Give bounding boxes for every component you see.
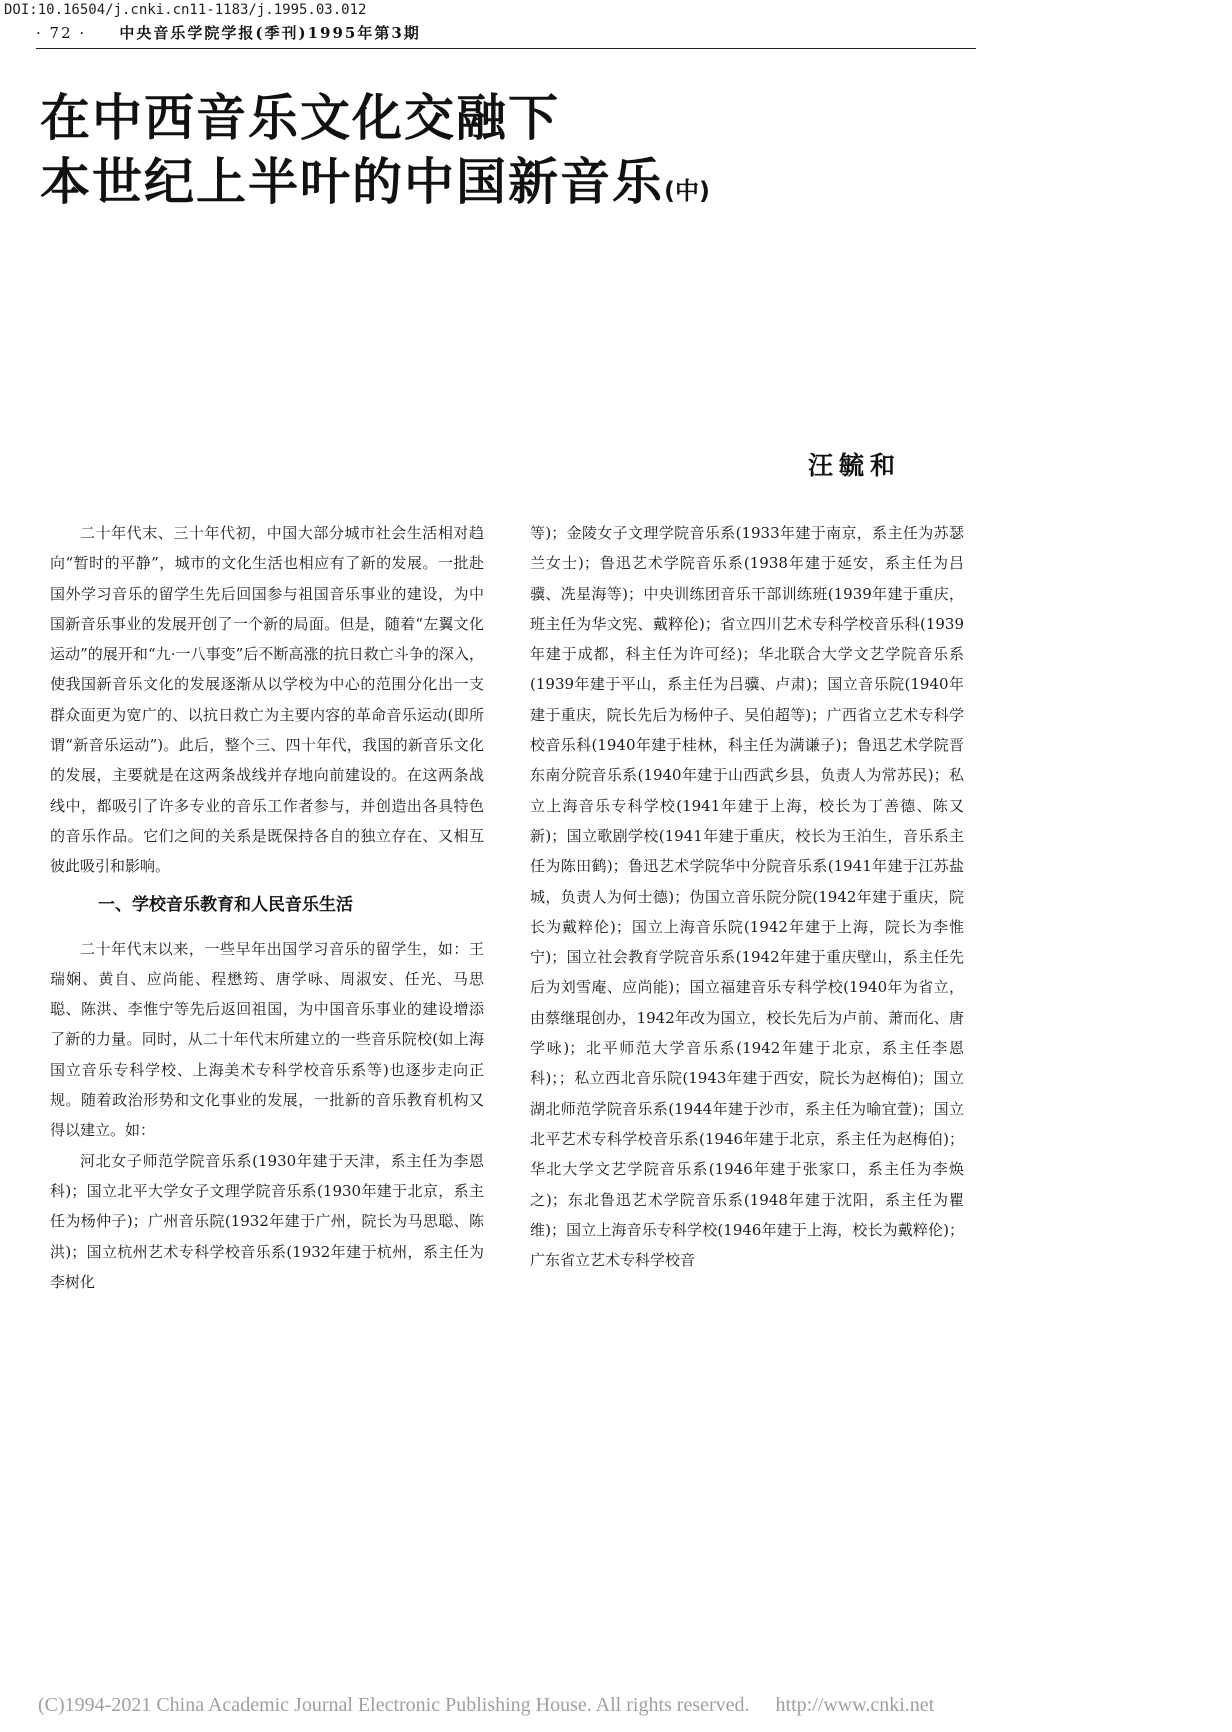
- title-line-1: 在中西音乐文化交融下: [40, 89, 560, 147]
- copyright-footer: [38, 1694, 934, 1717]
- title-line-2: 本世纪上半叶的中国新音乐: [40, 153, 664, 211]
- body-paragraph-2: 二十年代末以来，一些早年出国学习音乐的留学生，如：王瑞娴、黄自、应尚能、程懋筠、唐学咏、周淑安、任光、马思聪、陈洪、李惟宁等先后返回祖国，为中国音乐事业的建设增添了新的力量。同时，从二十年代末所建立的一些音乐院校(如上海国立音乐专科学校、上海美术专科学校音乐系等)也逐步走向正规。随着政治形势和文化事业的发展，一批新的音乐教育机构又得以建立。如：: [50, 939, 484, 1140]
- left-column: [50, 518, 484, 1297]
- author-name: 汪毓和: [808, 451, 902, 480]
- running-header: [36, 22, 421, 43]
- title-part-label: (中): [664, 177, 710, 205]
- copyright-text: (C)1994-2021 China Academic Journal Electronic Publishing House. All rights reserved.: [38, 1694, 750, 1716]
- header-rule: [36, 48, 976, 49]
- section-heading: 一、学校音乐教育和人民音乐生活: [98, 894, 353, 915]
- doi-label: DOI:10.16504/j.cnki.cn11-1183/j.1995.03.012: [4, 2, 367, 18]
- continued-paragraph: 等)；金陵女子文理学院音乐系(1933年建于南京，系主任为苏瑟兰女士)；鲁迅艺术学院音乐系(1938年建于延安，系主任为吕骥、冼星海等)；中央训练团音乐干部训练班(1939年建于重庆，班主任为华文宪、戴粹伦)；省立四川艺术专科学校音乐科(1939年建于成都，科主任为许可经)；华北联合大学文艺学院音乐系(1939年建于平山，系主任为吕骥、卢肃)；国立音乐院(1940年建于重庆，院长先后为杨仲子、吴伯超等)；广西省立艺术专科学校音乐科(1940年建于桂林，科主任为满谦子)；鲁迅艺术学院晋东南分院音乐系(1940年建于山西武乡县，负责人为常苏民)；私立上海音乐专科学校(1941年建于上海，校长为丁善德、陈又新)；国立歌剧学校(1941年建于重庆，校长为王泊生，音乐系主任为陈田鹤)；鲁迅艺术学院华中分院音乐系(1941年建于江苏盐城，负责人为何士德)；伪国立音乐院分院(1942年建于重庆，院长为戴粹伦)；国立上海音乐院(1942年建于上海，院长为李惟宁)；国立社会教育学院音乐系(1942年建于重庆壁山，系主任先后为刘雪庵、应尚能)；国立福建音乐专科学校(1940年为省立，由蔡继琨创办，1942年改为国立，校长先后为卢前、萧而化、唐学咏)；北平师范大学音乐系(1942年建于北京，系主任李恩科)；；私立西北音乐院(1943年建于西安，院长为赵梅伯)；国立湖北师范学院音乐系(1944年建于沙市，系主任为喻宜萱)；国立北平艺术专科学校音乐系(1946年建于北京，系主任为赵梅伯)；华北大学文艺学院音乐系(1946年建于张家口，系主任为李焕之)；东北鲁迅艺术学院音乐系(1948年建于沈阳，系主任为瞿维)；国立上海音乐专科学校(1946年建于上海，校长为戴粹伦)；广东省立艺术专科学校音: [530, 524, 964, 1270]
- intro-paragraph: 二十年代末、三十年代初，中国大部分城市社会生活相对趋向“暂时的平静”，城市的文化生活也相应有了新的发展。一批赴国外学习音乐的留学生先后回国参与祖国音乐事业的建设，为中国新音乐事业的发展开创了一个新的局面。但是，随着“左翼文化运动”的展开和“九·一八事变”后不断高涨的抗日救亡斗争的深入，使我国新音乐文化的发展逐渐从以学校为中心的范围分化出一支群众面更为宽广的、以抗日救亡为主要内容的革命音乐运动(即所谓“新音乐运动”)。此后，整个三、四十年代，我国的新音乐文化的发展，主要就是在这两条战线并存地向前建设的。在这两条战线中，都吸引了许多专业的音乐工作者参与，并创造出各具特色的音乐作品。它们之间的关系是既保持各自的独立存在、又相互彼此吸引和影响。: [50, 524, 484, 876]
- body-paragraph-3: 河北女子师范学院音乐系(1930年建于天津，系主任为李恩科)；国立北平大学女子文理学院音乐系(1930年建于北京，系主任为杨仲子)；广州音乐院(1932年建于广州，院长为马思聪、陈洪)；国立杭州艺术专科学校音乐系(1932年建于杭州，系主任为李树化: [50, 1151, 484, 1291]
- article-title: [40, 86, 710, 223]
- footer-url: http://www.cnki.net: [775, 1694, 935, 1716]
- right-column: [530, 518, 964, 1275]
- journal-name: 中央音乐学院学报(季刊)1995年第3期: [119, 24, 421, 42]
- page-number: · 72 ·: [36, 24, 87, 42]
